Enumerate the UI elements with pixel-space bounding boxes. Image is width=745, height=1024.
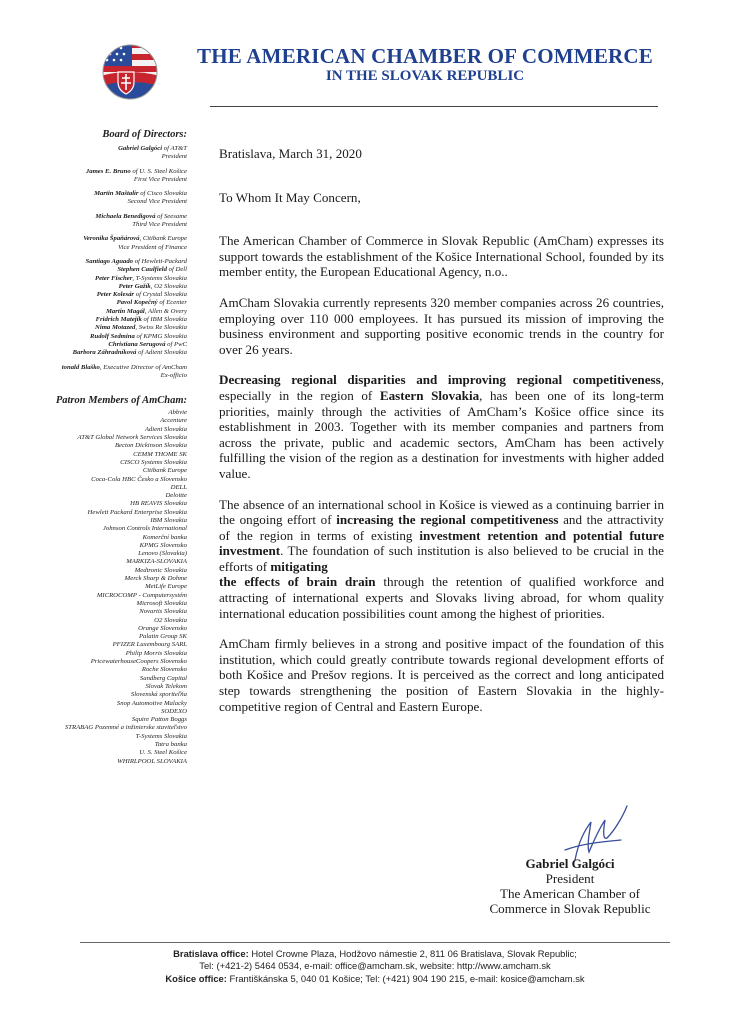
letter-salutation: To Whom It May Concern, bbox=[219, 189, 361, 205]
patron-item: Slovenská sporiteľňa bbox=[130, 691, 187, 699]
member-org: of Adient Slovakia bbox=[136, 349, 187, 357]
board-org: , Citibank Europe bbox=[139, 235, 187, 243]
board-name: Michaela Benedigová bbox=[95, 212, 156, 220]
member-org: of KPMG Slovakia bbox=[134, 332, 187, 340]
member-org: of Ecenter bbox=[157, 299, 187, 307]
member-entry bbox=[17, 275, 187, 283]
board-role: Vice President of Finance bbox=[118, 243, 187, 251]
member-org: , Allen & Overy bbox=[144, 307, 187, 315]
board-entry bbox=[17, 145, 187, 162]
patron-item: IBM Slovakia bbox=[150, 516, 187, 524]
member-entry bbox=[17, 316, 187, 324]
board-org: of AT&T bbox=[162, 145, 187, 152]
p4-text-2: and the attractivity of the region in terms of existing bbox=[219, 512, 664, 543]
board-name: Martin Maštalír bbox=[94, 190, 139, 198]
patron-item: Accenture bbox=[160, 417, 187, 425]
member-entry bbox=[17, 324, 187, 332]
member-org: , O2 Slovakia bbox=[150, 282, 187, 290]
patron-item: Slovak Telekom bbox=[145, 682, 187, 690]
patron-item: Becton Dickinson Slovakia bbox=[114, 442, 187, 450]
bratislava-address: Hotel Crowne Plaza, Hodžovo námestie 2, 811 06 Bratislava, Slovak Republic; bbox=[248, 948, 577, 959]
board-entry bbox=[17, 190, 187, 207]
p3-text-2: , has been one of its long-term priorities, mainly through the activities of AmCham’s Košice office since its establishment in 2003. Together with its member companies and partners from across the private, public and academic sectors, AmCham has been actively fulfilling the vision of the region as a destination for investments with higher added value. bbox=[219, 387, 664, 481]
member-entry bbox=[17, 266, 187, 274]
signer-org-2: Commerce in Slovak Republic bbox=[489, 901, 651, 916]
patron-item: Microsoft Slovakia bbox=[136, 599, 187, 607]
member-entry bbox=[17, 308, 187, 316]
board-entry bbox=[17, 168, 187, 185]
footer-divider bbox=[80, 942, 670, 943]
board-org: of Cisco Slovakia bbox=[138, 190, 187, 198]
member-name: Rudolf Sedmina bbox=[90, 332, 135, 340]
patron-item: SODEXO bbox=[160, 707, 187, 715]
p4-bold-1: increasing the regional competitiveness bbox=[336, 512, 559, 528]
amcham-logo-icon bbox=[100, 42, 160, 102]
bratislava-label: Bratislava office: bbox=[173, 948, 249, 959]
p4-text-3: . The foundation of such institution is also believed to be crucial in the efforts of bbox=[219, 543, 664, 574]
member-org: , Swiss Re Slovakia bbox=[135, 324, 187, 332]
member-entry bbox=[17, 341, 187, 349]
board-org: of Seesame bbox=[155, 212, 187, 220]
member-name: Christiana Serugová bbox=[108, 340, 166, 348]
header-subtitle: IN THE SLOVAK REPUBLIC bbox=[325, 68, 525, 84]
p4-bold-4: the effects of brain drain bbox=[219, 574, 376, 590]
p4-text-4: through the retention of qualified workforce and attracting of international experts and Slovaks living abroad, for whom quality international education possibilities count among the highest of priorities. bbox=[219, 574, 664, 621]
member-name: Peter Kolesár bbox=[96, 291, 135, 299]
footer-kosice bbox=[80, 973, 670, 985]
patron-item: Palatin Group SK bbox=[138, 633, 187, 641]
patron-item: CISCO Systems Slovakia bbox=[120, 458, 187, 466]
board-members-list bbox=[17, 258, 187, 358]
member-entry bbox=[17, 258, 187, 266]
member-org: of IBM Slovakia bbox=[141, 316, 187, 324]
member-name: Peter Fischer bbox=[94, 274, 133, 282]
member-org: of PwC bbox=[165, 340, 187, 348]
member-entry bbox=[17, 283, 187, 291]
patron-item: Novartis Slovakia bbox=[139, 608, 187, 616]
member-entry bbox=[17, 291, 187, 299]
patron-item: Roche Slovensko bbox=[141, 666, 187, 674]
patron-item: Johnson Controls International bbox=[102, 525, 187, 533]
member-org: of Hewlett-Packard bbox=[133, 257, 187, 265]
member-name: Santiago Aguado bbox=[85, 257, 134, 265]
patron-item: Abbvie bbox=[168, 409, 187, 417]
patron-item: Squire Patton Boggs bbox=[131, 716, 187, 724]
patron-item: PricewaterhouseCoopers Slovensko bbox=[90, 658, 187, 666]
executive-sub: Ex-officio bbox=[160, 371, 187, 379]
paragraph-1: The American Chamber of Commerce in Slovak Republic (AmCham) expresses its support towards the establishment of the Košice International School, founded by its member entity, the European Educational Agency, n.o.. bbox=[219, 233, 664, 280]
patron-item: Adient Slovakia bbox=[144, 425, 187, 433]
executive-director bbox=[17, 364, 187, 381]
header-divider bbox=[210, 106, 658, 107]
patron-item: Lenovo (Slovakia) bbox=[138, 550, 187, 558]
patron-heading: Patron Members of AmCham: bbox=[55, 395, 187, 407]
board-role: Second Vice President bbox=[127, 198, 187, 206]
letter-date: Bratislava, March 31, 2020 bbox=[219, 146, 362, 161]
patron-item: T-Systems Slovakia bbox=[135, 732, 187, 740]
patron-item: Deloitte bbox=[165, 492, 187, 500]
p3-text-1: , especially in the region of bbox=[219, 372, 664, 403]
paragraph-3 bbox=[219, 372, 664, 481]
board-entry bbox=[17, 213, 187, 230]
signature-block bbox=[470, 856, 670, 916]
signer-org-1: The American Chamber of bbox=[500, 886, 640, 901]
paragraph-4 bbox=[219, 497, 664, 622]
patron-item: DELL bbox=[170, 483, 187, 491]
member-entry bbox=[17, 333, 187, 341]
patron-item: Tatra banka bbox=[154, 741, 187, 748]
paragraph-5: AmCham firmly believes in a strong and positive impact of the foundation of this institution, which could greatly contribute towards regional development efforts of both Košice and Prešov regions. It is perceived as the correct and long anticipated step towards strengthening the position of Eastern Slovakia in the highly-competitive region of Central and Eastern Europe. bbox=[219, 636, 664, 714]
patron-item: Medtronic Slovakia bbox=[134, 566, 187, 574]
patron-item: CEMM THOME SK bbox=[133, 450, 187, 458]
patron-item: MARKIZA-SLOVAKIA bbox=[126, 558, 187, 566]
board-name: Gabriel Galgóci bbox=[118, 145, 163, 152]
patron-item: U. S. Steel Košice bbox=[139, 749, 187, 757]
member-name: Fridrich Matejík bbox=[95, 316, 142, 324]
patron-item: Philip Morris Slovakia bbox=[125, 649, 187, 657]
member-name: Stephen Caulfield bbox=[117, 266, 167, 274]
p4-text-1: The absence of an international school in Košice is viewed as a continuing barrier in the ongoing effort of bbox=[219, 496, 664, 528]
patron-item: PFIZER Luxembourg SARL bbox=[112, 641, 187, 649]
board-heading: Board of Directors: bbox=[102, 129, 187, 140]
patron-item: MetLife Europe bbox=[145, 583, 187, 591]
patron-item: Sandberg Capital bbox=[139, 674, 187, 682]
p3-bold-1: Decreasing regional disparities and improving regional competitiveness bbox=[219, 372, 661, 388]
board-entry bbox=[17, 235, 187, 252]
patron-item: Hewlett Packard Enterprise Slovakia bbox=[87, 508, 187, 516]
board-role: Third Vice President bbox=[132, 221, 187, 229]
member-name: Barbora Záhradníková bbox=[72, 349, 137, 357]
patron-list bbox=[17, 409, 187, 766]
footer-bratislava bbox=[80, 948, 670, 960]
signer-title: President bbox=[545, 871, 595, 886]
p4-bold-2: investment retention and potential future investment bbox=[219, 527, 664, 559]
member-entry bbox=[17, 299, 187, 307]
patron-item: AT&T Global Network Services Slovakia bbox=[77, 434, 187, 442]
patron-item: STRABAG Pozemné a inžinierske staviteľstvo bbox=[64, 724, 187, 732]
member-entry bbox=[17, 349, 187, 357]
sidebar bbox=[17, 128, 187, 766]
letter-body bbox=[219, 146, 664, 729]
header-title: THE AMERICAN CHAMBER OF COMMERCE bbox=[197, 44, 653, 68]
patron-item: O2 Slovakia bbox=[154, 616, 187, 624]
kosice-label: Košice office: bbox=[165, 972, 227, 984]
member-name: Nima Motazed bbox=[95, 324, 136, 332]
signer-name: Gabriel Galgóci bbox=[525, 856, 615, 871]
board-name: Veronika Špaňárová bbox=[83, 235, 140, 243]
footer-bratislava-contact: Tel: (+421-2) 5464 0534, e-mail: office@amcham.sk, website: http://www.amcham.sk bbox=[199, 960, 551, 972]
patron-item: Komerční banka bbox=[142, 533, 187, 541]
board-org: of U. S. Steel Košice bbox=[130, 167, 187, 175]
board-role: First Vice President bbox=[133, 175, 187, 183]
patron-item: Merck Sharp & Dohme bbox=[124, 575, 187, 583]
patron-item: Coca-Cola HBC Česko a Slovensko bbox=[91, 475, 187, 483]
member-name: Peter Gažík bbox=[118, 282, 151, 290]
board-role: President bbox=[161, 153, 187, 161]
member-org: , T-Systems Slovakia bbox=[132, 274, 187, 282]
executive-name: tonald Blaško bbox=[61, 363, 100, 371]
patron-item: Snop Automotive Malacky bbox=[116, 699, 187, 707]
p4-bold-3: mitigating bbox=[270, 558, 328, 574]
executive-role: , Executive Director of AmCham bbox=[99, 363, 187, 371]
member-org: of Dell bbox=[166, 266, 187, 274]
member-org: of Crystal Slovakia bbox=[134, 291, 187, 299]
footer bbox=[80, 948, 670, 985]
patron-item: HB REAVIS Slovakia bbox=[130, 500, 187, 508]
patron-item: KPMG Slovensko bbox=[139, 541, 187, 549]
kosice-address: Františkánska 5, 040 01 Košice; Tel: (+421) 904 190 215, e-mail: kosice@amcham.sk bbox=[226, 972, 585, 984]
patron-item: Orange Slovensko bbox=[138, 624, 187, 632]
board-list bbox=[17, 145, 187, 258]
patron-item: MICROCOMP - Computersystém bbox=[96, 591, 187, 599]
paragraph-2: AmCham Slovakia currently represents 320 member companies across 26 countries, employing over 110 000 employees. It has pursued its mission of improving the business environment and supporting positive economic trends in the country for over 26 years. bbox=[219, 294, 664, 357]
patron-item: Citibank Europe bbox=[142, 467, 187, 475]
member-name: Martin Magál bbox=[105, 307, 145, 315]
member-name: Pavol Kopečný bbox=[116, 299, 158, 307]
patron-item: WHIRLPOOL SLOVAKIA bbox=[117, 757, 187, 765]
board-name: James E. Bruno bbox=[85, 167, 131, 175]
p3-bold-2: Eastern Slovakia bbox=[379, 387, 480, 403]
